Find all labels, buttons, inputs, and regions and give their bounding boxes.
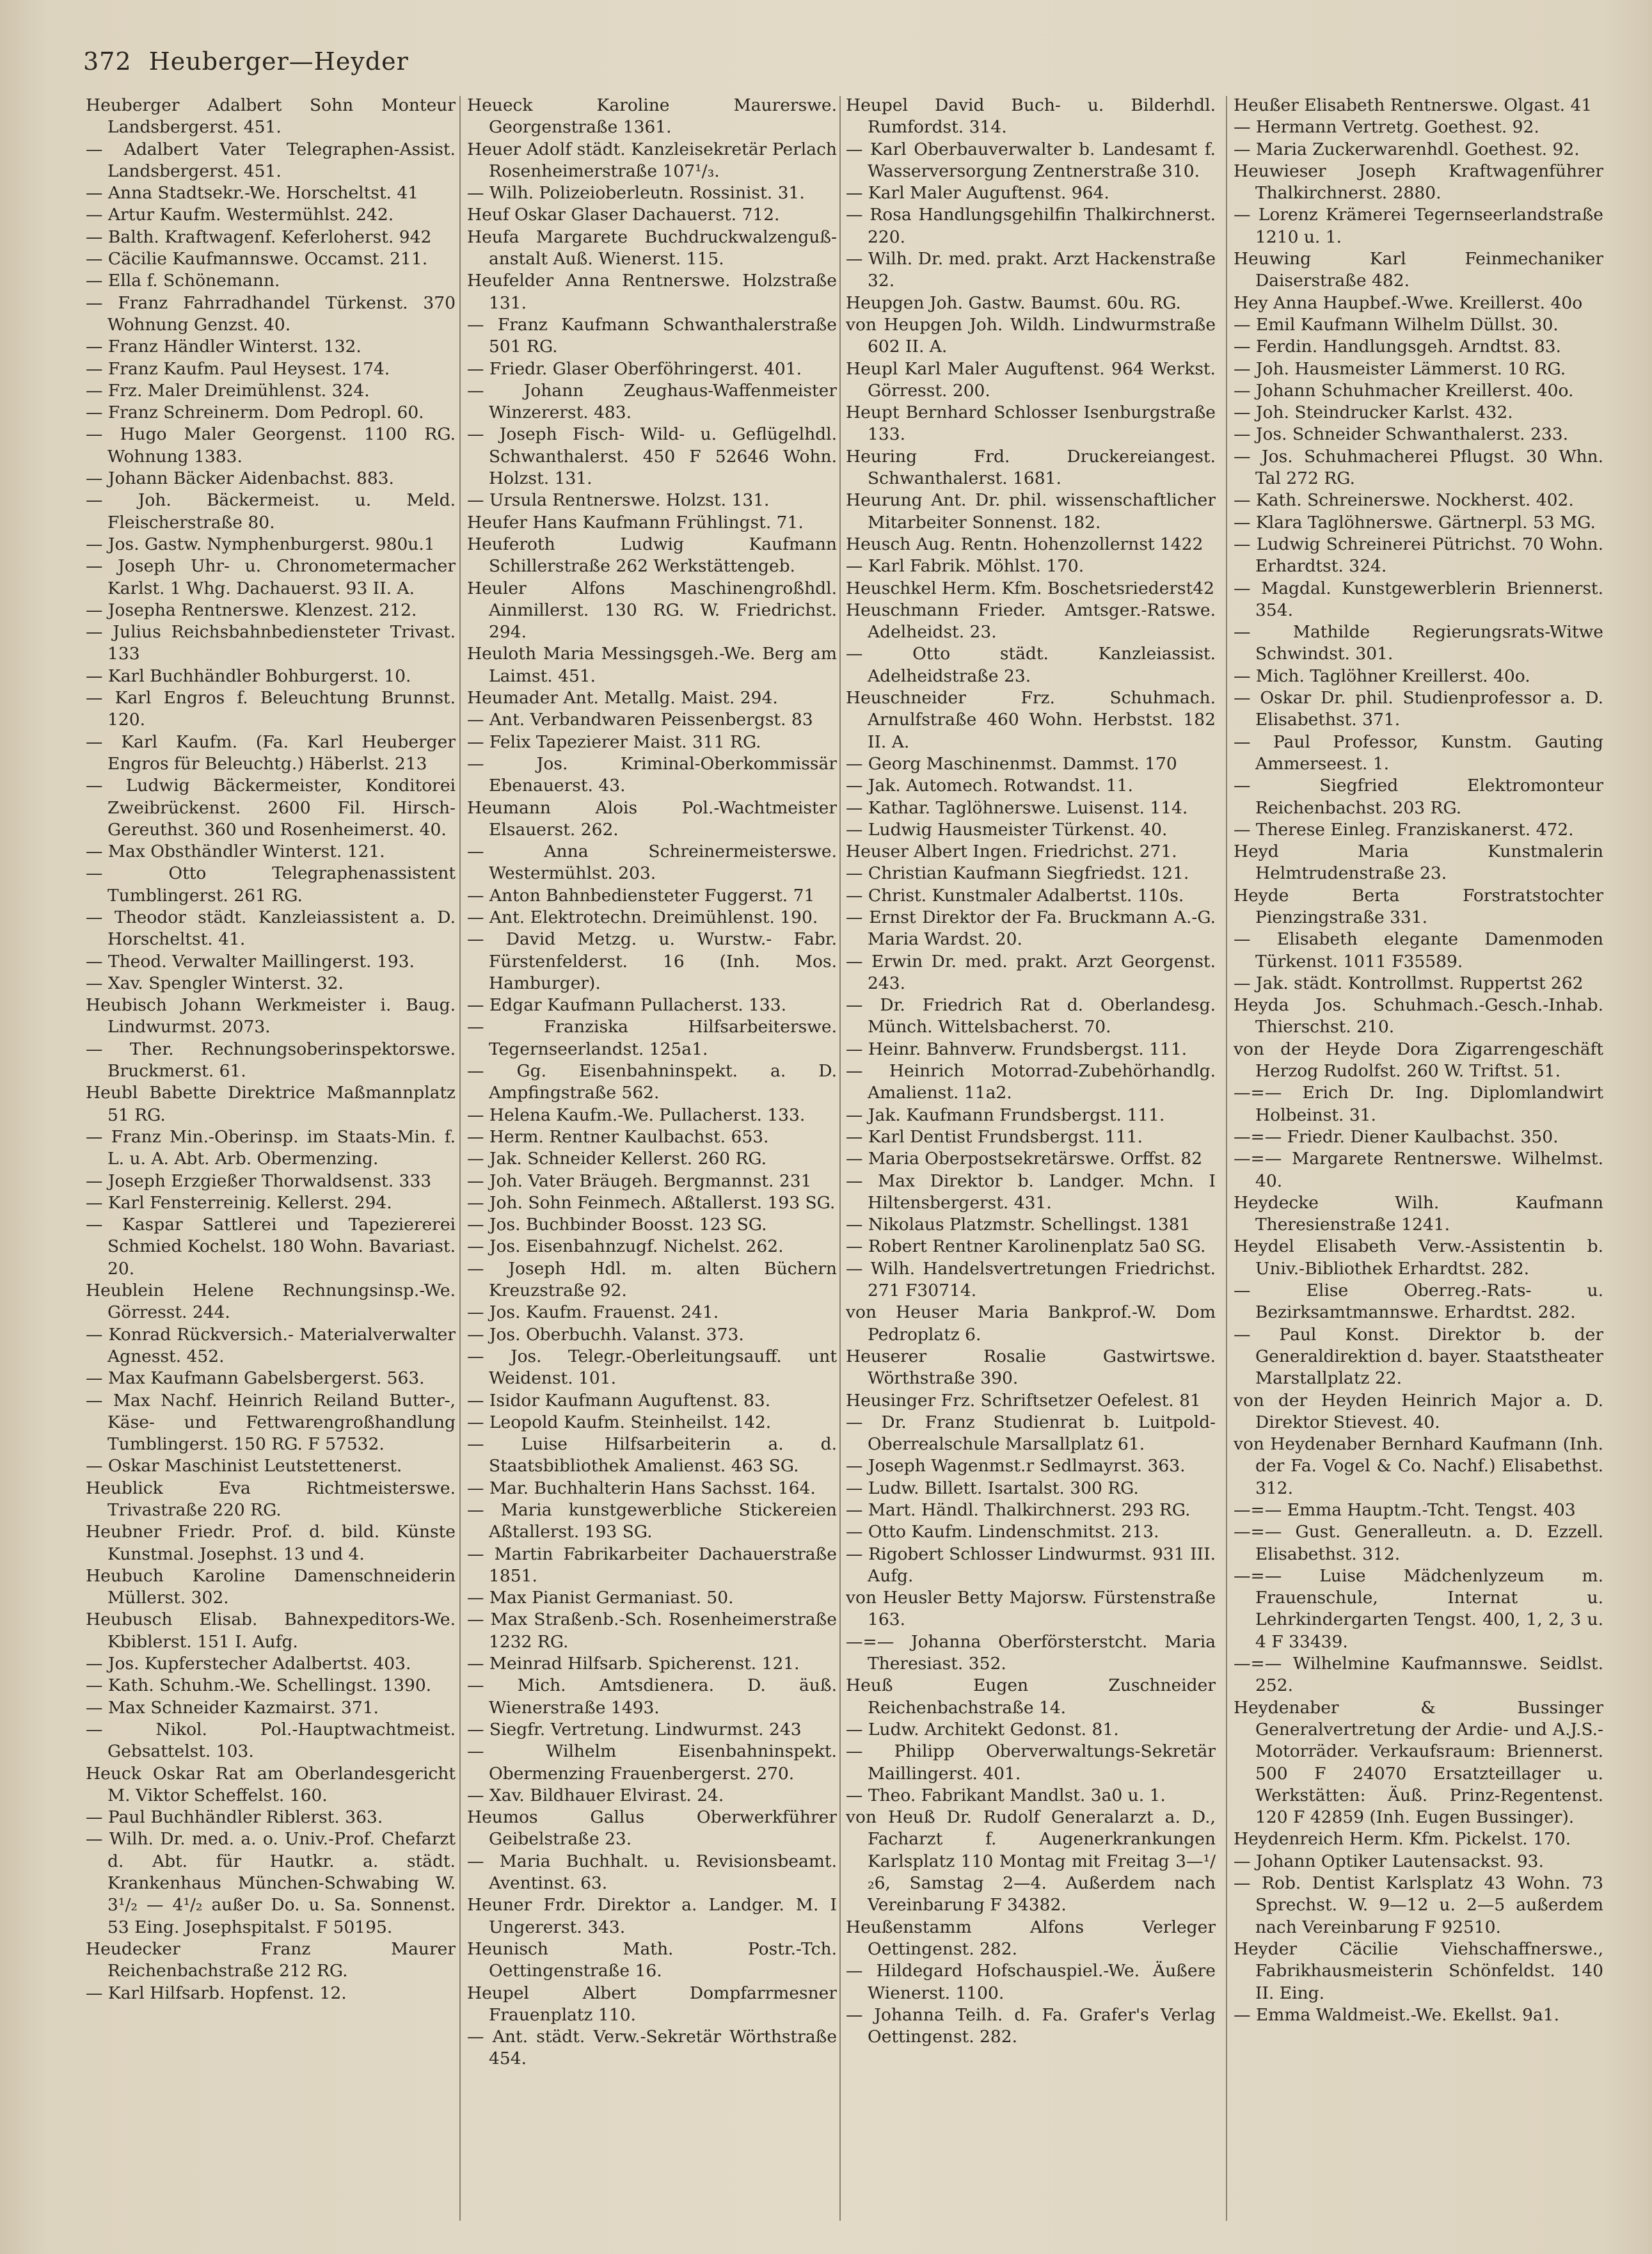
directory-entry: — Mich. Amtsdienera. D. äuß. Wienerstraße 1493. — [467, 1675, 837, 1718]
directory-entry: — Jos. Gastw. Nymphenburgerst. 980u.1 — [86, 534, 435, 554]
directory-entry: — Karl Kaufm. (Fa. Karl Heuberger Engros für Beleuchtg.) Häberlst. 213 — [86, 731, 456, 774]
page-number: 372 — [83, 47, 132, 76]
directory-entry: —=— Friedr. Diener Kaulbachst. 350. — [1234, 1126, 1559, 1147]
directory-entry: — Joseph Fisch- Wild- u. Geflügelhdl. Schwanthalerst. 450 F 52646 Wohn. Holzst. 131. — [467, 424, 837, 489]
directory-entry: — Konrad Rückversich.- Materialverwalter Agnesst. 452. — [86, 1324, 456, 1366]
directory-entry: — Mich. Taglöhner Kreillerst. 40o. — [1234, 666, 1530, 686]
directory-entry: — Jak. Schneider Kellerst. 260 RG. — [467, 1149, 767, 1169]
directory-entry: — Frz. Maler Dreimühlenst. 324. — [86, 380, 370, 401]
column-2 — [467, 95, 837, 2226]
directory-entry: — Jos. Schneider Schwanthalerst. 233. — [1234, 424, 1569, 445]
directory-entry: — Karl Hilfsarb. Hopfenst. 12. — [86, 1983, 347, 2003]
directory-entry: —=— Luise Mädchenlyzeum m. Frauenschule, Internat u. Lehrkindergarten Tengst. 400, 1, 2, 3 u. 4 F 33439. — [1234, 1565, 1603, 1652]
directory-entry: — Ernst Direktor der Fa. Bruckmann A.-G. Maria Wardst. 20. — [846, 907, 1216, 950]
directory-entry: — Johann Optiker Lautensackst. 93. — [1234, 1851, 1544, 1871]
directory-entry: Heusch Aug. Rentn. Hohenzollernst 1422 — [846, 534, 1203, 554]
directory-entry: — Theodor städt. Kanzleiassistent a. D. Horscheltst. 41. — [86, 907, 456, 950]
directory-entry: — Ant. Verbandwaren Peissenbergst. 83 — [467, 710, 813, 730]
directory-entry: — Siegfried Elektromonteur Reichenbachst. 203 RG. — [1234, 776, 1603, 818]
directory-entry: — Maria Zuckerwarenhdl. Goethest. 92. — [1234, 139, 1580, 159]
directory-entry: — Jos. Kupferstecher Adalbertst. 403. — [86, 1654, 411, 1674]
directory-entry: Heupel Albert Dompfarrmesner Frauenplatz 110. — [467, 1983, 837, 2025]
directory-entry: — Max Nachf. Heinrich Reiland Butter-, Käse- und Fettwarengroßhandlung Tumblingerst. 150 RG. F 57532. — [86, 1390, 456, 1455]
directory-entry: — Jos. Schuhmacherei Pflugst. 30 Whn. Tal 272 RG. — [1234, 446, 1603, 489]
directory-entry: — Ella f. Schönemann. — [86, 271, 280, 291]
directory-entry: Heydecke Wilh. Kaufmann Theresienstraße 1241. — [1234, 1192, 1603, 1235]
directory-entry: — Karl Fabrik. Möhlst. 170. — [846, 556, 1084, 577]
directory-entry: Heuferoth Ludwig Kaufmann Schillerstraße 262 Werkstättengeb. — [467, 534, 837, 577]
directory-entry: — Emil Kaufmann Wilhelm Düllst. 30. — [1234, 314, 1559, 335]
directory-entry: von der Heyde Dora Zigarrengeschäft Herzog Rudolfst. 260 W. Triftst. 51. — [1234, 1039, 1603, 1082]
directory-entry: — Georg Maschinenmst. Dammst. 170 — [846, 753, 1177, 774]
directory-entry: — Joh. Bäckermeist. u. Meld. Fleischerstraße 80. — [86, 490, 456, 532]
directory-entry: Heupt Bernhard Schlosser Isenburgstraße 133. — [846, 403, 1216, 445]
directory-entry: — Jos. Telegr.-Oberleitungsauff. unt Weidenst. 101. — [467, 1346, 837, 1389]
directory-entry: Heuring Frd. Druckereiangest. Schwanthalerst. 1681. — [846, 446, 1216, 489]
directory-entry: Heuschkel Herm. Kfm. Boschetsriederst42 — [846, 578, 1214, 598]
directory-entry: — Karl Engros f. Beleuchtung Brunnst. 120. — [86, 688, 456, 730]
column-4 — [1234, 95, 1603, 2226]
directory-entry: — Ant. Elektrotechn. Dreimühlenst. 190. — [467, 907, 818, 927]
directory-entry: Heublick Eva Richtmeisterswe. Trivastraße 220 RG. — [86, 1478, 456, 1520]
directory-entry: — Jos. Buchbinder Boosst. 123 SG. — [467, 1215, 767, 1235]
directory-entry: — Christ. Kunstmaler Adalbertst. 110s. — [846, 885, 1184, 906]
directory-entry: — Julius Reichsbahnbediensteter Trivast. 133 — [86, 622, 456, 664]
directory-entry: — Oskar Dr. phil. Studienprofessor a. D. Elisabethst. 371. — [1234, 688, 1603, 730]
directory-entry: Heumann Alois Pol.-Wachtmeister Elsauerst. 262. — [467, 797, 837, 840]
directory-entry: — Rigobert Schlosser Lindwurmst. 931 III. Aufg. — [846, 1544, 1216, 1586]
directory-entry: — Siegfr. Vertretung. Lindwurmst. 243 — [467, 1719, 802, 1739]
directory-entry: — Ursula Rentnerswe. Holzst. 131. — [467, 490, 770, 511]
directory-entry: Heyda Jos. Schuhmach.-Gesch.-Inhab. Thierschst. 210. — [1234, 995, 1603, 1037]
directory-entry: von Heusler Betty Majorsw. Fürstenstraße 163. — [846, 1588, 1216, 1630]
directory-entry: — Theod. Verwalter Maillingerst. 193. — [86, 951, 415, 971]
directory-entry: Heupgen Joh. Gastw. Baumst. 60u. RG. — [846, 292, 1181, 313]
directory-entry: — Meinrad Hilfsarb. Spicherenst. 121. — [467, 1654, 800, 1674]
directory-entry: Heuwieser Joseph Kraftwagenführer Thalkirchnerst. 2880. — [1234, 161, 1603, 204]
column-3 — [846, 95, 1216, 2226]
directory-entry: — Ludw. Billett. Isartalst. 300 RG. — [846, 1478, 1139, 1498]
directory-entry: — Isidor Kaufmann Auguftenst. 83. — [467, 1390, 771, 1411]
directory-entry: — Johanna Teilh. d. Fa. Grafer's Verlag Oettingenst. 282. — [846, 2004, 1216, 2047]
directory-entry: Heuschmann Frieder. Amtsger.-Ratswe. Adelheidst. 23. — [846, 600, 1216, 643]
directory-entry: — Ant. städt. Verw.-Sekretär Wörthstraße 454. — [467, 2027, 837, 2069]
directory-entry: Heuß Eugen Zuschneider Reichenbachstraße 14. — [846, 1675, 1216, 1718]
directory-entry: — David Metzg. u. Wurstw.- Fabr. Fürstenfelderst. 16 (Inh. Mos. Hamburger). — [467, 929, 837, 993]
directory-entry: — Ther. Rechnungsoberinspektorswe. Bruckmerst. 61. — [86, 1039, 456, 1082]
directory-entry: — Joseph Uhr- u. Chronometermacher Karlst. 1 Whg. Dachauerst. 93 II. A. — [86, 556, 456, 598]
directory-entry: — Artur Kaufm. Westermühlst. 242. — [86, 205, 394, 225]
directory-entry: — Gg. Eisenbahninspekt. a. D. Ampfingstraße 562. — [467, 1061, 837, 1103]
directory-entry: — Maria Buchhalt. u. Revisionsbeamt. Aventinst. 63. — [467, 1851, 837, 1894]
directory-entry: — Klara Taglöhnerswe. Gärtnerpl. 53 MG. — [1234, 512, 1596, 532]
directory-entry: — Max Obsthändler Winterst. 121. — [86, 842, 385, 862]
directory-entry: — Max Straßenb.-Sch. Rosenheimerstraße 1232 RG. — [467, 1610, 837, 1652]
directory-entry: — Christian Kaufmann Siegfriedst. 121. — [846, 863, 1189, 884]
directory-entry: Heydenreich Herm. Kfm. Pickelst. 170. — [1234, 1829, 1571, 1850]
column-divider — [1226, 96, 1227, 2221]
directory-entry: — Karl Buchhändler Bohburgerst. 10. — [86, 666, 411, 686]
column-divider — [459, 96, 461, 2221]
directory-entry: Heuwing Karl Feinmechaniker Daiserstraße 482. — [1234, 249, 1603, 291]
directory-entry: — Emma Waldmeist.-We. Ekellst. 9a1. — [1234, 2004, 1560, 2025]
directory-entry: Heusinger Frz. Schriftsetzer Oefelest. 81 — [846, 1390, 1201, 1411]
directory-entry: — Karl Fensterreinig. Kellerst. 294. — [86, 1192, 392, 1213]
directory-entry: — Karl Oberbauverwalter b. Landesamt f. Wasserversorgung Zentnerstraße 310. — [846, 139, 1216, 181]
directory-entry: — Balth. Kraftwagenf. Keferloherst. 942 — [86, 227, 432, 247]
directory-entry: — Ludwig Bäckermeister, Konditorei Zweibrückenst. 2600 Fil. Hirsch-Gereuthst. 360 und Rosenheimerst. 40. — [86, 776, 456, 840]
directory-entry: Heyd Maria Kunstmalerin Helmtrudenstraße 23. — [1234, 842, 1603, 884]
directory-entry: Heuser Albert Ingen. Friedrichst. 271. — [846, 842, 1177, 862]
directory-entry: Heubl Babette Direktrice Maßmannplatz 51 RG. — [86, 1083, 456, 1125]
directory-entry: — Ludwig Schreinerei Pütrichst. 70 Wohn. Erhardtst. 324. — [1234, 534, 1603, 577]
directory-entry: — Joh. Sohn Feinmech. Aßtallerst. 193 SG. — [467, 1192, 836, 1213]
directory-entry: — Jak. Kaufmann Frundsbergst. 111. — [846, 1105, 1165, 1125]
directory-entry: — Kath. Schuhm.-We. Schellingst. 1390. — [86, 1675, 432, 1696]
directory-entry: — Luise Hilfsarbeiterin a. d. Staatsbibliothek Amalienst. 463 SG. — [467, 1434, 837, 1476]
directory-entry: Heublein Helene Rechnungsinsp.-We. Görresst. 244. — [86, 1281, 456, 1323]
directory-entry: Heuner Frdr. Direktor a. Landger. M. I Ungererst. 343. — [467, 1895, 837, 1937]
directory-entry: — Johann Bäcker Aidenbachst. 883. — [86, 468, 394, 489]
directory-entry: Heydel Elisabeth Verw.-Assistentin b. Univ.-Bibliothek Erhardtst. 282. — [1234, 1236, 1603, 1279]
directory-entry: — Franz Schreinerm. Dom Pedropl. 60. — [86, 403, 424, 423]
directory-entry: Heufa Margarete Buchdruckwalzenguß-anstalt Auß. Wienerst. 115. — [467, 227, 837, 269]
directory-entry: Hey Anna Haupbef.-Wwe. Kreillerst. 40o — [1234, 292, 1583, 313]
directory-entry: — Max Kaufmann Gabelsbergerst. 563. — [86, 1368, 425, 1389]
directory-entry: — Jak. Automech. Rotwandst. 11. — [846, 776, 1133, 796]
directory-entry: — Wilh. Handelsvertretungen Friedrichst. 271 F30714. — [846, 1258, 1216, 1301]
directory-entry: — Max Pianist Germaniast. 50. — [467, 1588, 734, 1608]
directory-entry: —=— Johanna Oberförsterstcht. Maria Theresiast. 352. — [846, 1631, 1216, 1674]
directory-entry: Heuloth Maria Messingsgeh.-We. Berg am Laimst. 451. — [467, 644, 837, 686]
directory-entry: — Ludwig Hausmeister Türkenst. 40. — [846, 819, 1168, 840]
directory-entry: — Paul Buchhändler Riblerst. 363. — [86, 1807, 383, 1828]
directory-entry: — Joseph Wagenmst.r Sedlmayrst. 363. — [846, 1456, 1186, 1476]
directory-entry: — Jak. städt. Kontrollmst. Ruppertst 262 — [1234, 973, 1584, 993]
directory-entry: — Dr. Franz Studienrat b. Luitpold-Oberrealschule Marsallplatz 61. — [846, 1412, 1216, 1455]
directory-entry: — Hugo Maler Georgenst. 1100 RG. Wohnung 1383. — [86, 424, 456, 467]
directory-entry: — Heinrich Motorrad-Zubehörhandlg. Amalienst. 11a2. — [846, 1061, 1216, 1103]
directory-entry: —=— Gust. Generalleutn. a. D. Ezzell. Elisabethst. 312. — [1234, 1522, 1603, 1564]
directory-entry: — Nikolaus Platzmstr. Schellingst. 1381 — [846, 1215, 1191, 1235]
directory-entry: —=— Margarete Rentnerswe. Wilhelmst. 40. — [1234, 1149, 1603, 1191]
directory-entry: Heumos Gallus Oberwerkführer Geibelstraße 23. — [467, 1807, 837, 1850]
directory-entry: — Ferdin. Handlungsgeh. Arndtst. 83. — [1234, 337, 1561, 357]
directory-entry: — Joh. Steindrucker Karlst. 432. — [1234, 403, 1513, 423]
directory-entry: — Cäcilie Kaufmannswe. Occamst. 211. — [86, 249, 428, 269]
directory-entry: — Elise Oberreg.-Rats- u. Bezirksamtmannswe. Erhardtst. 282. — [1234, 1281, 1603, 1323]
directory-entry: — Friedr. Glaser Oberföhringerst. 401. — [467, 358, 802, 379]
directory-entry: — Jos. Kaufm. Frauenst. 241. — [467, 1302, 719, 1323]
directory-entry: Heuserer Rosalie Gastwirtswe. Wörthstraße 390. — [846, 1346, 1216, 1389]
directory-entry: — Joh. Vater Bräugeh. Bergmannst. 231 — [467, 1171, 812, 1191]
directory-entry: — Xav. Spengler Winterst. 32. — [86, 973, 344, 993]
directory-entry: — Anna Stadtsekr.-We. Horscheltst. 41 — [86, 183, 419, 204]
directory-entry: — Rob. Dentist Karlsplatz 43 Wohn. 73 Sprechst. W. 9—12 u. 2—5 außerdem nach Vereinbarung F 92510. — [1234, 1873, 1603, 1937]
directory-entry: Heubusch Elisab. Bahnexpeditors-We. Kbiblerst. 151 I. Aufg. — [86, 1610, 456, 1652]
directory-entry: — Franz Kaufmann Schwanthalerstraße 501 RG. — [467, 314, 837, 357]
column-divider — [839, 96, 841, 2221]
directory-entry: Heubisch Johann Werkmeister i. Baug. Lindwurmst. 2073. — [86, 995, 456, 1037]
directory-entry: Heydenaber & Bussinger Generalvertretung der Ardie- und A.J.S.-Motorräder. Verkaufsraum: Briennerst. 500 F 24070 Ersatzteillager u. Werkstätten: Äuß. Prinz-Regentenst. 120 F 42859 (Inh. Eugen Bussinger). — [1234, 1697, 1603, 1828]
directory-entry: Heurung Ant. Dr. phil. wissenschaftlicher Mitarbeiter Sonnenst. 182. — [846, 490, 1216, 532]
directory-entry: — Jos. Kriminal-Oberkommissär Ebenauerst. 43. — [467, 753, 837, 796]
directory-entry: — Robert Rentner Karolinenplatz 5a0 SG. — [846, 1236, 1206, 1257]
directory-entry: von Heuß Dr. Rudolf Generalarzt a. D., Facharzt f. Augenerkrankungen Karlsplatz 110 Montag mit Freitag 3—¹/₂6, Samstag 2—4. Außerdem nach Vereinbarung F 34382. — [846, 1807, 1216, 1915]
directory-entry: — Kath. Schreinerswe. Nockherst. 402. — [1234, 490, 1574, 511]
directory-entry: von der Heyden Heinrich Major a. D. Direktor Stievest. 40. — [1234, 1390, 1603, 1432]
directory-entry: — Mathilde Regierungsrats-Witwe Schwindst. 301. — [1234, 622, 1603, 664]
directory-entry: —=— Wilhelmine Kaufmannswe. Seidlst. 252. — [1234, 1654, 1603, 1696]
directory-entry: — Hildegard Hofschauspiel.-We. Äußere Wienerst. 1100. — [846, 1961, 1216, 2003]
directory-entry: — Erwin Dr. med. prakt. Arzt Georgenst. 243. — [846, 951, 1216, 993]
directory-entry: — Franz Fahrradhandel Türkenst. 370 Wohnung Genzst. 40. — [86, 292, 456, 335]
directory-entry: von Heydenaber Bernhard Kaufmann (Inh. der Fa. Vogel & Co. Nachf.) Elisabethst. 312. — [1234, 1434, 1603, 1498]
directory-entry: Heuer Adolf städt. Kanzleisekretär Perlach Rosenheimerstraße 107¹/₃. — [467, 139, 837, 181]
page-header — [83, 42, 1619, 81]
directory-entry: — Franziska Hilfsarbeiterswe. Tegernseerlandst. 125a1. — [467, 1017, 837, 1059]
directory-entry: — Nikol. Pol.-Hauptwachtmeist. Gebsattelst. 103. — [86, 1719, 456, 1762]
directory-entry: — Johann Schuhmacher Kreillerst. 40o. — [1234, 380, 1574, 401]
directory-entry: — Edgar Kaufmann Pullacherst. 133. — [467, 995, 787, 1016]
directory-entry: — Oskar Maschinist Leutstettenerst. — [86, 1456, 402, 1476]
column-1 — [86, 95, 456, 2226]
directory-entry: — Wilhelm Eisenbahninspekt. Obermenzing Frauenbergerst. 270. — [467, 1741, 837, 1784]
directory-entry: — Xav. Bildhauer Elvirast. 24. — [467, 1785, 724, 1805]
directory-entry: — Franz Händler Winterst. 132. — [86, 337, 361, 357]
directory-entry: — Wilh. Dr. med. a. o. Univ.-Prof. Chefarzt d. Abt. für Hautkr. a. städt. Krankenhaus München-Schwabing W. 3¹/₂ — 4¹/₂ außer Do. u. Sa. Sonnenst. 53 Eing. Josephspitalst. F 50195. — [86, 1829, 456, 1937]
directory-entry: — Ludw. Architekt Gedonst. 81. — [846, 1719, 1119, 1739]
directory-entry: — Karl Maler Auguftenst. 964. — [846, 183, 1109, 204]
directory-entry: Heubuch Karoline Damenschneiderin Müllerst. 302. — [86, 1565, 456, 1608]
directory-entry: Heubner Friedr. Prof. d. bild. Künste Kunstmal. Josephst. 13 und 4. — [86, 1522, 456, 1564]
directory-entry: Heuschneider Frz. Schuhmach. Arnulfstraße 460 Wohn. Herbstst. 182 II. A. — [846, 688, 1216, 752]
directory-entry: — Karl Dentist Frundsbergst. 111. — [846, 1126, 1143, 1147]
directory-entry: — Joh. Hausmeister Lämmerst. 10 RG. — [1234, 358, 1566, 379]
directory-entry: — Elisabeth elegante Damenmoden Türkenst. 1011 F35589. — [1234, 929, 1603, 971]
directory-entry: — Therese Einleg. Franziskanerst. 472. — [1234, 819, 1574, 840]
directory-entry: von Heupgen Joh. Wildh. Lindwurmstraße 602 II. A. — [846, 314, 1216, 357]
directory-entry: — Kaspar Sattlerei und Tapeziererei Schmied Kochelst. 180 Wohn. Bavariast. 20. — [86, 1215, 456, 1279]
directory-entry: — Otto städt. Kanzleiassist. Adelheidstraße 23. — [846, 644, 1216, 686]
page-title: Heuberger—Heyder — [148, 47, 409, 76]
directory-entry: — Lorenz Krämerei Tegernseerlandstraße 1210 u. 1. — [1234, 205, 1603, 247]
directory-entry: — Kathar. Taglöhnerswe. Luisenst. 114. — [846, 797, 1188, 818]
directory-entry: — Theo. Fabrikant Mandlst. 3a0 u. 1. — [846, 1785, 1166, 1805]
directory-entry: Heunisch Math. Postr.-Tch. Oettingenstraße 16. — [467, 1938, 837, 1981]
directory-entry: Heyder Cäcilie Viehschaffnerswe., Fabrikhausmeisterin Schönfeldst. 140 II. Eing. — [1234, 1938, 1603, 2003]
directory-entry: — Anton Bahnbediensteter Fuggerst. 71 — [467, 885, 815, 906]
directory-entry: — Joseph Hdl. m. alten Büchern Kreuzstraße 92. — [467, 1258, 837, 1301]
directory-entry: — Franz Min.-Oberinsp. im Staats-Min. f. L. u. A. Abt. Arb. Obermenzing. — [86, 1126, 456, 1169]
directory-entry: — Anna Schreinermeisterswe. Westermühlst. 203. — [467, 842, 837, 884]
directory-entry: Heudecker Franz Maurer Reichenbachstraße 212 RG. — [86, 1938, 456, 1981]
directory-entry: Heupl Karl Maler Auguftenst. 964 Werkst. Görresst. 200. — [846, 358, 1216, 401]
directory-entry: — Wilh. Dr. med. prakt. Arzt Hackenstraße 32. — [846, 249, 1216, 291]
directory-entry: — Johann Zeughaus-Waffenmeister Winzererst. 483. — [467, 380, 837, 423]
directory-entry: Heuf Oskar Glaser Dachauerst. 712. — [467, 205, 780, 225]
directory-entry: — Magdal. Kunstgewerblerin Briennerst. 354. — [1234, 578, 1603, 620]
directory-entry: von Heuser Maria Bankprof.-W. Dom Pedroplatz 6. — [846, 1302, 1216, 1345]
directory-entry: Heyde Berta Forstratstochter Pienzingstraße 331. — [1234, 885, 1603, 927]
directory-entry: — Otto Kaufm. Lindenschmitst. 213. — [846, 1522, 1159, 1542]
directory-entry: — Max Schneider Kazmairst. 371. — [86, 1697, 379, 1718]
directory-entry: Heufelder Anna Rentnerswe. Holzstraße 131. — [467, 271, 837, 313]
directory-entry: Heupel David Buch- u. Bilderhdl. Rumfordst. 314. — [846, 95, 1216, 138]
directory-entry: — Wilh. Polizeioberleutn. Rossinist. 31. — [467, 183, 805, 204]
directory-entry: Heueck Karoline Maurerswe. Georgenstraße 1361. — [467, 95, 837, 138]
directory-entry: — Leopold Kaufm. Steinheilst. 142. — [467, 1412, 772, 1432]
directory-entry: — Adalbert Vater Telegraphen-Assist. Landsbergerst. 451. — [86, 139, 456, 181]
directory-entry: — Heinr. Bahnverw. Frundsbergst. 111. — [846, 1039, 1187, 1059]
directory-entry: — Paul Professor, Kunstm. Gauting Ammerseest. 1. — [1234, 731, 1603, 774]
directory-entry: Heufer Hans Kaufmann Frühlingst. 71. — [467, 512, 804, 532]
directory-entry: Heuler Alfons Maschinengroßhdl. Ainmillerst. 130 RG. W. Friedrichst. 294. — [467, 578, 837, 643]
directory-entry: — Josepha Rentnerswe. Klenzest. 212. — [86, 600, 417, 620]
directory-entry: — Joseph Erzgießer Thorwaldsenst. 333 — [86, 1171, 432, 1191]
directory-entry: —=— Emma Hauptm.-Tcht. Tengst. 403 — [1234, 1500, 1576, 1520]
directory-entry: — Helena Kaufm.-We. Pullacherst. 133. — [467, 1105, 806, 1125]
directory-entry: — Hermann Vertretg. Goethest. 92. — [1234, 117, 1539, 138]
directory-entry: — Jos. Eisenbahnzugf. Nichelst. 262. — [467, 1236, 784, 1257]
directory-entry: — Maria kunstgewerbliche Stickereien Aßtallerst. 193 SG. — [467, 1500, 837, 1542]
directory-entry: — Jos. Oberbuchh. Valanst. 373. — [467, 1324, 744, 1345]
directory-entry: — Dr. Friedrich Rat d. Oberlandesg. Münch. Wittelsbacherst. 70. — [846, 995, 1216, 1037]
directory-entry: Heuberger Adalbert Sohn Monteur Landsbergerst. 451. — [86, 95, 456, 138]
directory-entry: —=— Erich Dr. Ing. Diplomlandwirt Holbeinst. 31. — [1234, 1083, 1603, 1125]
directory-entry: Heußer Elisabeth Rentnerswe. Olgast. 41 — [1234, 95, 1592, 115]
directory-entry: — Philipp Oberverwaltungs-Sekretär Maillingerst. 401. — [846, 1741, 1216, 1784]
directory-entry: — Maria Oberpostsekretärswe. Orffst. 82 — [846, 1149, 1203, 1169]
directory-entry: — Mart. Händl. Thalkirchnerst. 293 RG. — [846, 1500, 1191, 1520]
directory-entry: — Martin Fabrikarbeiter Dachauerstraße 1851. — [467, 1544, 837, 1586]
directory-entry: — Max Direktor b. Landger. Mchn. I Hiltensbergerst. 431. — [846, 1171, 1216, 1213]
directory-entry: Heuck Oskar Rat am Oberlandesgericht M. Viktor Scheffelst. 160. — [86, 1763, 456, 1805]
directory-entry: — Paul Konst. Direktor b. der Generaldirektion d. bayer. Staatstheater Marstallplatz 22. — [1234, 1324, 1603, 1389]
directory-entry: — Herm. Rentner Kaulbachst. 653. — [467, 1126, 769, 1147]
directory-entry: — Mar. Buchhalterin Hans Sachsst. 164. — [467, 1478, 816, 1498]
directory-entry: — Felix Tapezierer Maist. 311 RG. — [467, 731, 761, 752]
directory-entry: — Franz Kaufm. Paul Heysest. 174. — [86, 358, 390, 379]
directory-entry: Heußenstamm Alfons Verleger Oettingenst. 282. — [846, 1917, 1216, 1959]
directory-entry: — Rosa Handlungsgehilfin Thalkirchnerst. 220. — [846, 205, 1216, 247]
directory-entry: — Otto Telegraphenassistent Tumblingerst. 261 RG. — [86, 863, 456, 906]
directory-entry: Heumader Ant. Metallg. Maist. 294. — [467, 688, 778, 708]
